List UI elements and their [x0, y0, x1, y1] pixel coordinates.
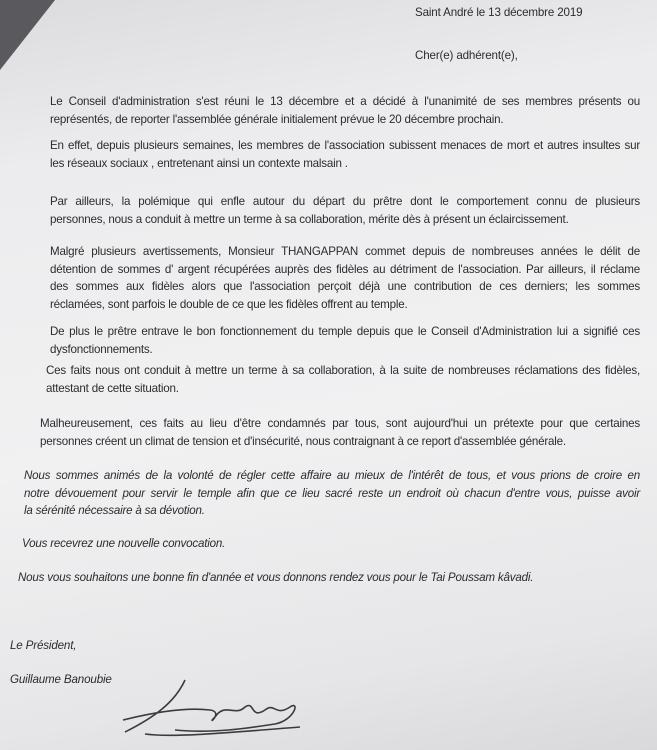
paragraph	[24, 467, 640, 520]
text-line: De plus le prêtre entrave le bon fonctionnement du temple depuis que le Conseil d'Administration lui a signifié ces	[50, 325, 640, 338]
text-line: notre dévouement pour servir le temple afin que ce lieu sacré reste un endroit où chacun d'entre vous, puisse avoir	[24, 486, 640, 500]
text-line: des sommes aux fidèles alors que l'association perçoit déjà une contribution de ces derniers; les sommes	[50, 280, 640, 293]
text-line: Ces faits nous ont conduit à mettre un terme à sa collaboration, à la suite de nombreuses réclamations des fidèles,	[46, 364, 640, 377]
text-line: En effet, depuis plusieurs semaines, les membres de l'association subissent menaces de mort et autres insultes sur	[50, 139, 640, 152]
text-line: Le Conseil d'administration s'est réuni le 13 décembre et a décidé à l'unanimité de ses membres présents ou	[50, 95, 640, 108]
closing-title: Le Président,	[10, 639, 77, 652]
paragraph	[46, 362, 640, 397]
text-line: Nous sommes animés de la volonté de régler cette affaire au mieux de l'intérêt de tous, et vous prions de croire en	[24, 469, 640, 482]
text-line: personnes, nous a conduit à mettre un terme à sa collaboration, mérite dès à présent un éclaircissement.	[50, 212, 569, 226]
text-line: la sérénité nécessaire à sa dévotion.	[24, 504, 205, 517]
text-line: Par ailleurs, la polémique qui enfle autour du départ du prêtre dont le comportement connu de plusieurs	[50, 195, 640, 208]
handwritten-signature	[115, 672, 315, 742]
paper-edge-shadow	[0, 0, 55, 70]
text-line: détention de sommes d' argent récupérées auprès des fidèles au détriment de l'association. Par ailleurs, il réclame	[50, 262, 640, 276]
paragraph	[50, 323, 640, 358]
text-line: réclamées, sont parfois le double de ce que les fidèles offrent au temple.	[50, 297, 408, 311]
text-line: attestant de cette situation.	[46, 381, 179, 395]
text-line: dysfonctionnements.	[50, 342, 153, 356]
text-line: les réseaux sociaux , entretenant ainsi un contexte malsain .	[50, 156, 348, 170]
text-line: représentés, de reporter l'assemblée générale initialement prévue le 20 décembre prochain.	[50, 112, 504, 126]
salutation: Cher(e) adhérent(e),	[415, 49, 518, 62]
paragraph	[40, 415, 640, 450]
paragraph	[50, 93, 640, 128]
text-line: personnes créent un climat de tension et d'insécurité, nous contraignant à ce report d'assemblée générale.	[40, 434, 566, 448]
text-line: Malheureusement, ces faits au lieu d'être condamnés par tous, sont aujourd'hui un prétexte pour que certaines	[40, 417, 640, 430]
paragraph	[18, 569, 640, 587]
text-line: Nous vous souhaitons une bonne fin d'année et vous donnons rendez vous pour le Tai Poussam kâvadi.	[18, 571, 534, 584]
paragraph	[50, 137, 640, 172]
signatory-name: Guillaume Banoubie	[10, 673, 112, 686]
date-line: Saint André le 13 décembre 2019	[415, 6, 583, 19]
text-line: Malgré plusieurs avertissements, Monsieur THANGAPPAN commet depuis de nombreuses années le délit de	[50, 245, 640, 258]
paragraph	[50, 193, 640, 228]
text-line: Vous recevrez une nouvelle convocation.	[22, 537, 226, 550]
paragraph	[50, 243, 640, 313]
paragraph	[22, 535, 640, 553]
